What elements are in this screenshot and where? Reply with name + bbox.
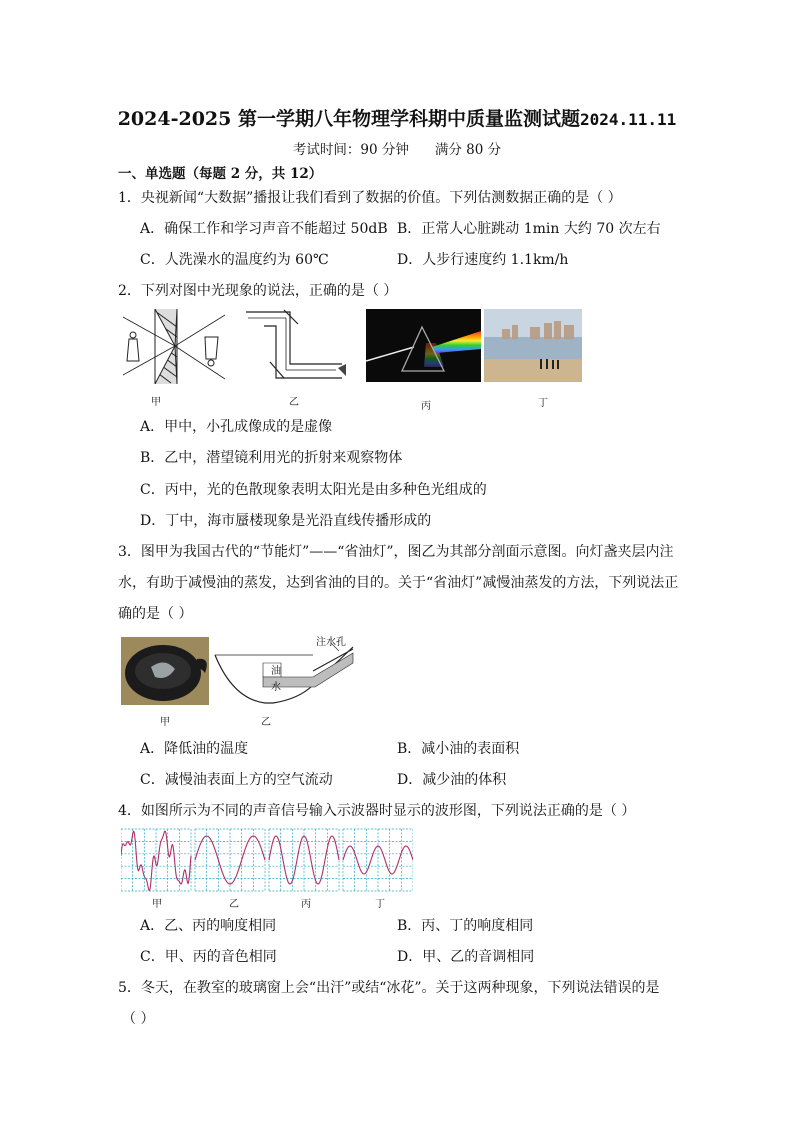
q1-option-b[interactable]: B．正常人心脏跳动 1min 大约 70 次左右 [397, 221, 661, 237]
q4-caption-yi: 乙 [229, 899, 239, 910]
exam-score: 满分 80 分 [434, 142, 502, 158]
q4-caption-ding: 丁 [375, 899, 385, 910]
q2-option-b[interactable]: B．乙中，潜望镜利用光的折射来观察物体 [140, 450, 403, 466]
q2-figure-ding [484, 309, 582, 382]
title-text: 2024-2025 第一学期八年物理学科期中质量监测试题 [117, 108, 580, 130]
exam-title [0, 104, 794, 131]
section-heading: 一、单选题（每题 2 分，共 12） [118, 166, 323, 182]
q4-option-b[interactable]: B．丙、丁的响度相同 [397, 918, 534, 934]
q4-option-c[interactable]: C．甲、丙的音色相同 [140, 949, 277, 965]
waveform-jia [121, 829, 191, 891]
q2-stem: 2．下列对图中光现象的说法，正确的是（ ） [118, 283, 398, 299]
q4-caption-bing: 丙 [301, 899, 311, 910]
q2-option-a[interactable]: A．甲中，小孔成像成的是虚像 [140, 419, 333, 435]
q3-stem-line-2: 水，有助于减慢油的蒸发，达到省油的目的。关于“省油灯”减慢油蒸发的方法，下列说法正 [118, 575, 679, 591]
q4-waveform-figure [121, 827, 413, 893]
q3-stem-line-1: 3．图甲为我国古代的“节能灯”——“省油灯”，图乙为其部分剖面示意图。向灯盏夹层内注 [118, 544, 674, 560]
q3-stem-line-3: 确的是（ ） [118, 606, 193, 622]
q2-caption-yi: 乙 [289, 397, 299, 408]
q4-caption-jia: 甲 [152, 899, 162, 910]
q5-stem: 5．冬天，在教室的玻璃窗上会“出汗”或结“冰花”。关于这两种现象，下列说法错误的是 [118, 980, 660, 996]
q3-label-hole: 注水孔 [316, 637, 346, 648]
q2-figure-jia [121, 309, 229, 384]
q1-stem: 1．央视新闻“大数据”播报让我们看到了数据的价值。下列估测数据正确的是（ ） [118, 190, 622, 206]
q4-option-d[interactable]: D．甲、乙的音调相同 [397, 949, 535, 965]
q1-option-c[interactable]: C．人洗澡水的温度约为 60℃ [140, 252, 329, 268]
q2-option-d[interactable]: D．丁中，海市蜃楼现象是光沿直线传播形成的 [140, 513, 432, 529]
waveform-bing [269, 829, 339, 891]
waveform-ding [343, 829, 413, 891]
exam-info [0, 138, 794, 158]
exam-time: 考试时间：90 分钟 [292, 142, 409, 158]
q2-figure-yi [240, 306, 355, 386]
q3-label-water: 水 [271, 682, 281, 693]
q2-caption-bing: 丙 [421, 401, 431, 412]
q3-caption-yi: 乙 [261, 717, 271, 728]
q2-figure-bing [366, 309, 481, 382]
q3-option-c[interactable]: C．减慢油表面上方的空气流动 [140, 772, 333, 788]
q3-option-a[interactable]: A．降低油的温度 [140, 741, 249, 757]
q5-answer-bracket: （ ） [122, 1011, 155, 1027]
q3-option-b[interactable]: B．减小油的表面积 [397, 741, 520, 757]
q2-caption-ding: 丁 [538, 398, 548, 409]
waveform-yi [195, 829, 265, 891]
q4-option-a[interactable]: A．乙、丙的响度相同 [140, 918, 277, 934]
q2-caption-jia: 甲 [151, 397, 161, 408]
exam-date: 2024.11.11 [579, 110, 677, 129]
q4-stem: 4．如图所示为不同的声音信号输入示波器时显示的波形图，下列说法正确的是（ ） [118, 803, 636, 819]
q3-figure-yi [213, 641, 363, 711]
q3-figure-jia [121, 637, 209, 705]
q2-option-c[interactable]: C．丙中，光的色散现象表明太阳光是由多种色光组成的 [140, 482, 487, 498]
q3-label-oil: 油 [271, 666, 281, 677]
q1-option-d[interactable]: D．人步行速度约 1.1km/h [397, 252, 569, 268]
q3-option-d[interactable]: D．减少油的体积 [397, 772, 507, 788]
q3-caption-jia: 甲 [160, 717, 170, 728]
q1-option-a[interactable]: A．确保工作和学习声音不能超过 50dB [140, 221, 388, 237]
